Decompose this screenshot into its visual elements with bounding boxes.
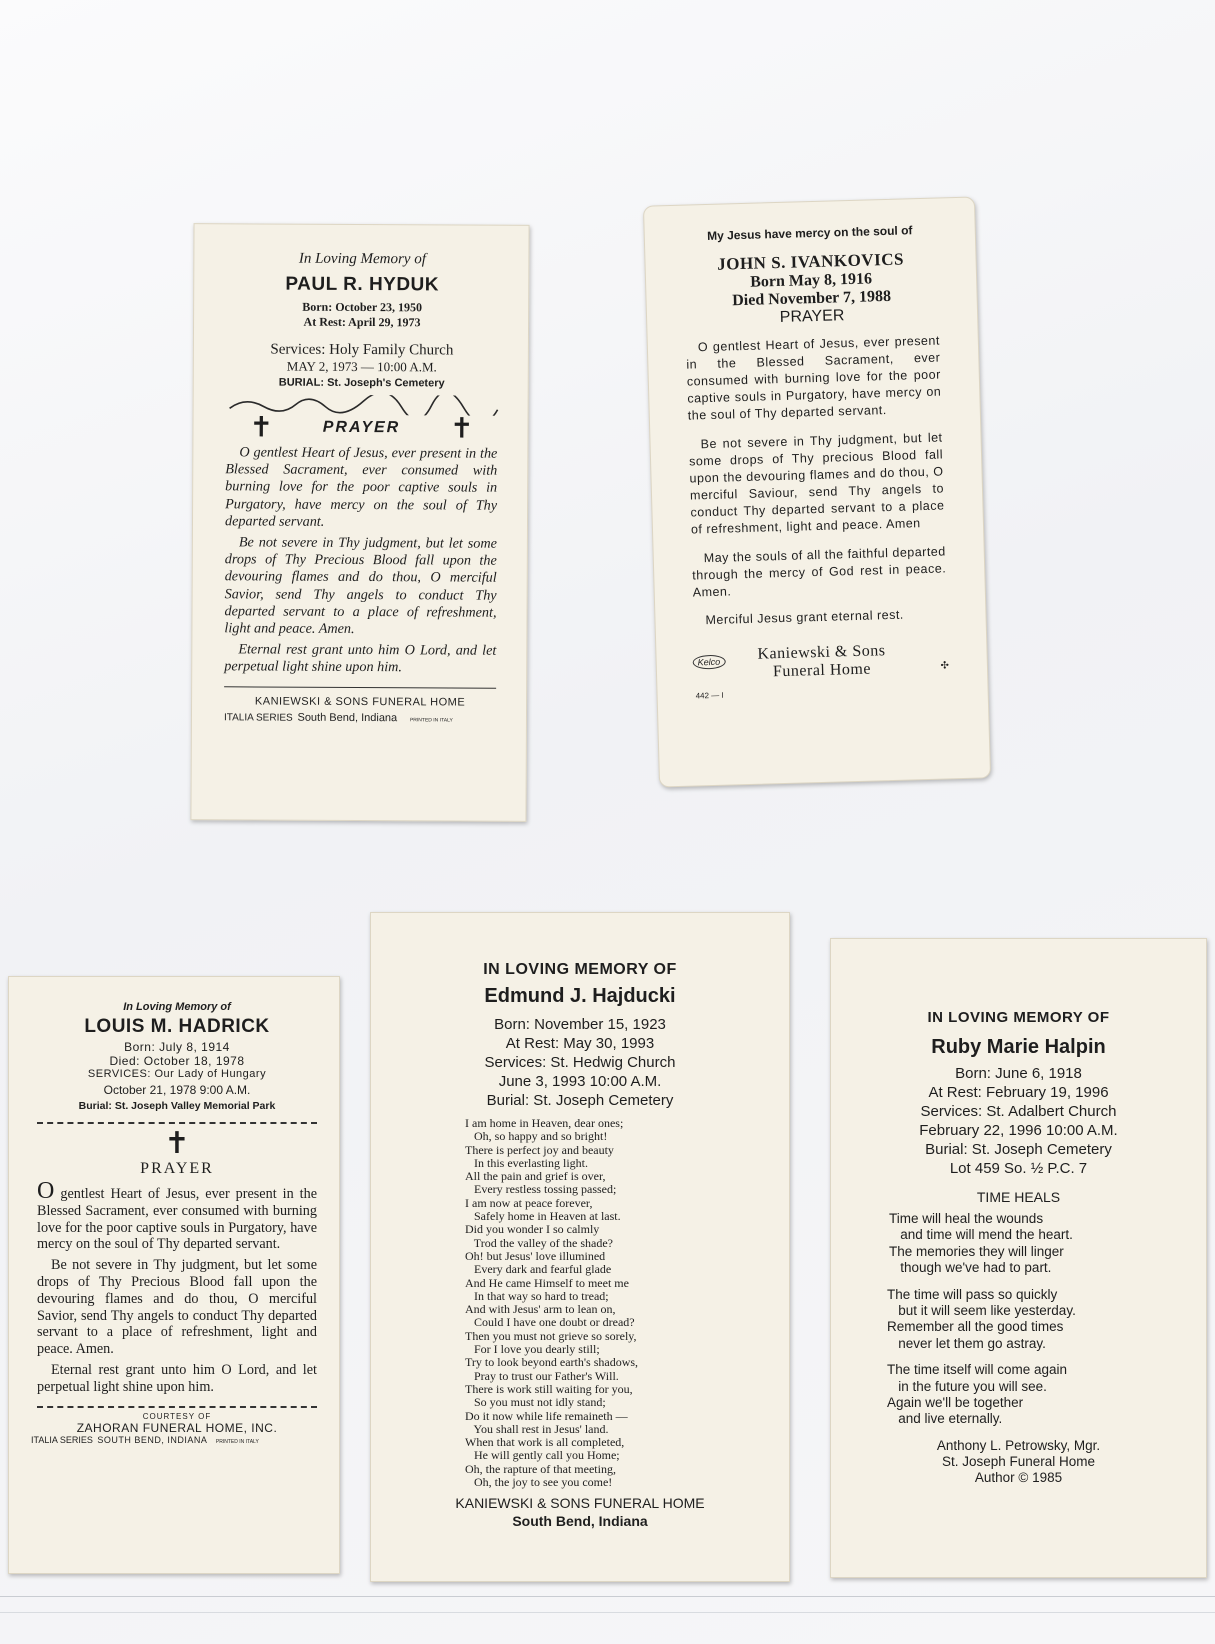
city: South Bend, Indiana xyxy=(512,1513,648,1530)
poem: I am home in Heaven, dear ones; Oh, so happy and so bright! There is perfect joy and beauty In this everlasting light. All the pain and grief is over, Every restless tossing passed; I am now at peace forever, Safely home in Heaven at last. Did you wonder I so calmly Trod the valley of the shade? Oh! but Jesus' love illumined Every dark and fearful glade And He came Himself to meet me In that way so hard to tread; And with Jesus' arm to lean on, Could I have one doubt or dread? Then you must not grieve so sorely, For I love you dearly still; Try to look beyond earth's shadows, Pray to trust our Father's Will. There is work still waiting for you, So you must not idly stand; Do it now while life remaineth — You shall rest in Jesus' land. When that work is all completed, He will gently call you Home; Oh, the rapture of that meeting, Oh, the joy to see you come! xyxy=(465,1116,639,1490)
card-header: IN LOVING MEMORY OF xyxy=(483,961,677,978)
burial: BURIAL: St. Joseph's Cemetery xyxy=(278,376,445,390)
prayer-paragraph: gentlest Heart of Jesus, ever present in the Blessed Sacrament, ever consumed with burning love for the poor captive souls in Purgatory, have mercy on the soul of Thy departed servant. xyxy=(37,1186,317,1253)
divider xyxy=(224,686,496,688)
print-code: 442 — I xyxy=(695,690,724,701)
burial: Burial: St. Joseph Cemetery xyxy=(925,1141,1112,1158)
funeral-home: Funeral Home xyxy=(772,660,872,681)
services: Services: St. Adalbert Church xyxy=(920,1103,1117,1120)
prayer-paragraph: O gentlest Heart of Jesus, ever present in the Blessed Sacrament, ever consumed with burning love for the poor captive souls in Purgatory, have mercy on the soul of Thy departed servant. xyxy=(224,444,498,530)
services: Services: Holy Family Church xyxy=(270,341,454,359)
rest-date: At Rest: April 29, 1973 xyxy=(303,314,421,330)
prayer-title: PRAYER xyxy=(140,1160,214,1177)
card-header: In Loving Memory of xyxy=(123,1001,231,1013)
memorial-card-hyduk xyxy=(190,223,529,822)
series-label: ITALIA SERIES xyxy=(31,1434,93,1445)
card-header: My Jesus have mercy on the soul of xyxy=(706,223,913,243)
printer-mark-icon: ✣ xyxy=(940,660,950,672)
cross-icon: ✝ xyxy=(449,412,474,444)
sleeve-edge xyxy=(0,1596,1215,1597)
kelco-logo: Kelco xyxy=(693,655,726,670)
born-date: Born: October 23, 1950 xyxy=(302,299,423,315)
memorial-card-hajducki xyxy=(370,912,790,1582)
lot: Lot 459 So. ½ P.C. 7 xyxy=(949,1160,1088,1177)
prayer-paragraph: Eternal rest grant unto him O Lord, and let perpetual light shine upon him. xyxy=(37,1361,317,1395)
funeral-home: KANIEWSKI & SONS FUNERAL HOME xyxy=(254,695,466,709)
poem-stanza: The time will pass so quickly but it will seem like yesterday. Remember all the good times never let them go astray. xyxy=(887,1286,1076,1351)
born-date: Born: June 6, 1918 xyxy=(955,1065,1082,1082)
card-header: In Loving Memory of xyxy=(298,250,426,268)
author-name: Anthony L. Petrowsky, Mgr. xyxy=(936,1437,1101,1453)
drop-cap: O xyxy=(37,1178,55,1204)
deceased-name: Ruby Marie Halpin xyxy=(931,1036,1106,1058)
prayer-paragraph: Be not severe in Thy judgment, but let some drops of Thy Precious Blood fall upon the devouring flames and do thou, O merciful Savior, send Thy angels to conduct Thy departed servant to a place of refreshment, light and peace. Amen. xyxy=(224,534,497,638)
service-time: October 21, 1978 9:00 A.M. xyxy=(103,1083,251,1097)
divider xyxy=(37,1406,317,1408)
memorial-card-ivankovics xyxy=(643,196,991,787)
printed-in-italy: PRINTED IN ITALY xyxy=(215,1438,259,1445)
courtesy-label: COURTESY OF xyxy=(142,1411,212,1421)
poem-stanza: Time will heal the wounds and time will mend the heart. The memories they will linger though we've had to part. xyxy=(889,1211,1073,1276)
deceased-name: JOHN S. IVANKOVICS xyxy=(716,249,905,274)
cross-icon: ✝ xyxy=(164,1127,190,1160)
card-header: IN LOVING MEMORY OF xyxy=(927,1009,1110,1026)
poem-stanza: The time itself will come again in the future you will see. Again we'll be together and live eternally. xyxy=(887,1362,1068,1427)
rest-date: At Rest: May 30, 1993 xyxy=(505,1035,655,1052)
deceased-name: LOUIS M. HADRICK xyxy=(84,1016,270,1037)
deceased-name: PAUL R. HYDUK xyxy=(285,273,440,296)
born-date: Born May 8, 1916 xyxy=(749,270,873,291)
prayer-paragraph: O gentlest Heart of Jesus, ever present in the Blessed Sacrament, ever consumed with burning love for the poor captive souls in Purgatory, have mercy on the soul of Thy departed servant. xyxy=(686,333,942,423)
prayer-paragraph: Be not severe in Thy judgment, but let some drops of Thy Precious Blood fall upon the devouring flames and do thou, O merciful Savior, send Thy angels to conduct Thy departed servant to a place of refreshment, light and peace. Amen. xyxy=(37,1257,317,1358)
services: SERVICES: Our Lady of Hungary xyxy=(87,1068,267,1080)
died-date: Died: October 18, 1978 xyxy=(109,1054,245,1068)
prayer-paragraph: May the souls of all the faithful departed through the mercy of God rest in peace. Amen. xyxy=(692,544,947,600)
deceased-name: Edmund J. Hajducki xyxy=(484,985,676,1007)
funeral-home: ZAHORAN FUNERAL HOME, INC. xyxy=(76,1420,278,1435)
sleeve-edge xyxy=(0,1612,1215,1613)
memorial-card-halpin xyxy=(830,938,1207,1578)
born-date: Born: July 8, 1914 xyxy=(124,1040,230,1054)
city: SOUTH BEND, INDIANA xyxy=(97,1434,208,1445)
author-copyright: Author © 1985 xyxy=(974,1469,1063,1485)
poem-title: TIME HEALS xyxy=(976,1189,1061,1205)
printed-in-italy: PRINTED IN ITALY xyxy=(409,716,453,724)
cross-icon: ✝ xyxy=(249,411,274,443)
closing-line: Merciful Jesus grant eternal rest. xyxy=(705,607,904,628)
service-time: June 3, 1993 10:00 A.M. xyxy=(498,1073,662,1090)
funeral-home: KANIEWSKI & SONS FUNERAL HOME xyxy=(455,1495,705,1512)
prayer-paragraph: Eternal rest grant unto him O Lord, and let perpetual light shine upon him. xyxy=(224,641,497,676)
born-date: Born: November 15, 1923 xyxy=(494,1016,666,1033)
city: South Bend, Indiana xyxy=(297,711,398,724)
prayer-title: PRAYER xyxy=(779,307,845,326)
burial: Burial: St. Joseph Valley Memorial Park xyxy=(78,1100,276,1112)
rest-date: At Rest: February 19, 1996 xyxy=(928,1084,1109,1101)
prayer-title: PRAYER xyxy=(322,418,401,437)
prayer-paragraph: Be not severe in Thy judgment, but let some drops of Thy precious Blood fall upon the devouring flames and do thou, O merciful Saviour, send Thy angels to conduct Thy departed servant to a place of refreshment, light and peace. Amen xyxy=(688,430,945,537)
series-label: ITALIA SERIES xyxy=(223,711,293,724)
divider xyxy=(37,1122,317,1124)
author-home: St. Joseph Funeral Home xyxy=(941,1453,1096,1469)
services: Services: St. Hedwig Church xyxy=(484,1054,676,1071)
service-time: February 22, 1996 10:00 A.M. xyxy=(919,1122,1118,1139)
memorial-card-hadrick xyxy=(8,976,340,1574)
funeral-home: Kaniewski & Sons xyxy=(757,642,886,663)
service-time: MAY 2, 1973 — 10:00 A.M. xyxy=(286,358,437,375)
died-date: Died November 7, 1988 xyxy=(731,287,892,310)
burial: Burial: St. Joseph Cemetery xyxy=(486,1092,674,1109)
